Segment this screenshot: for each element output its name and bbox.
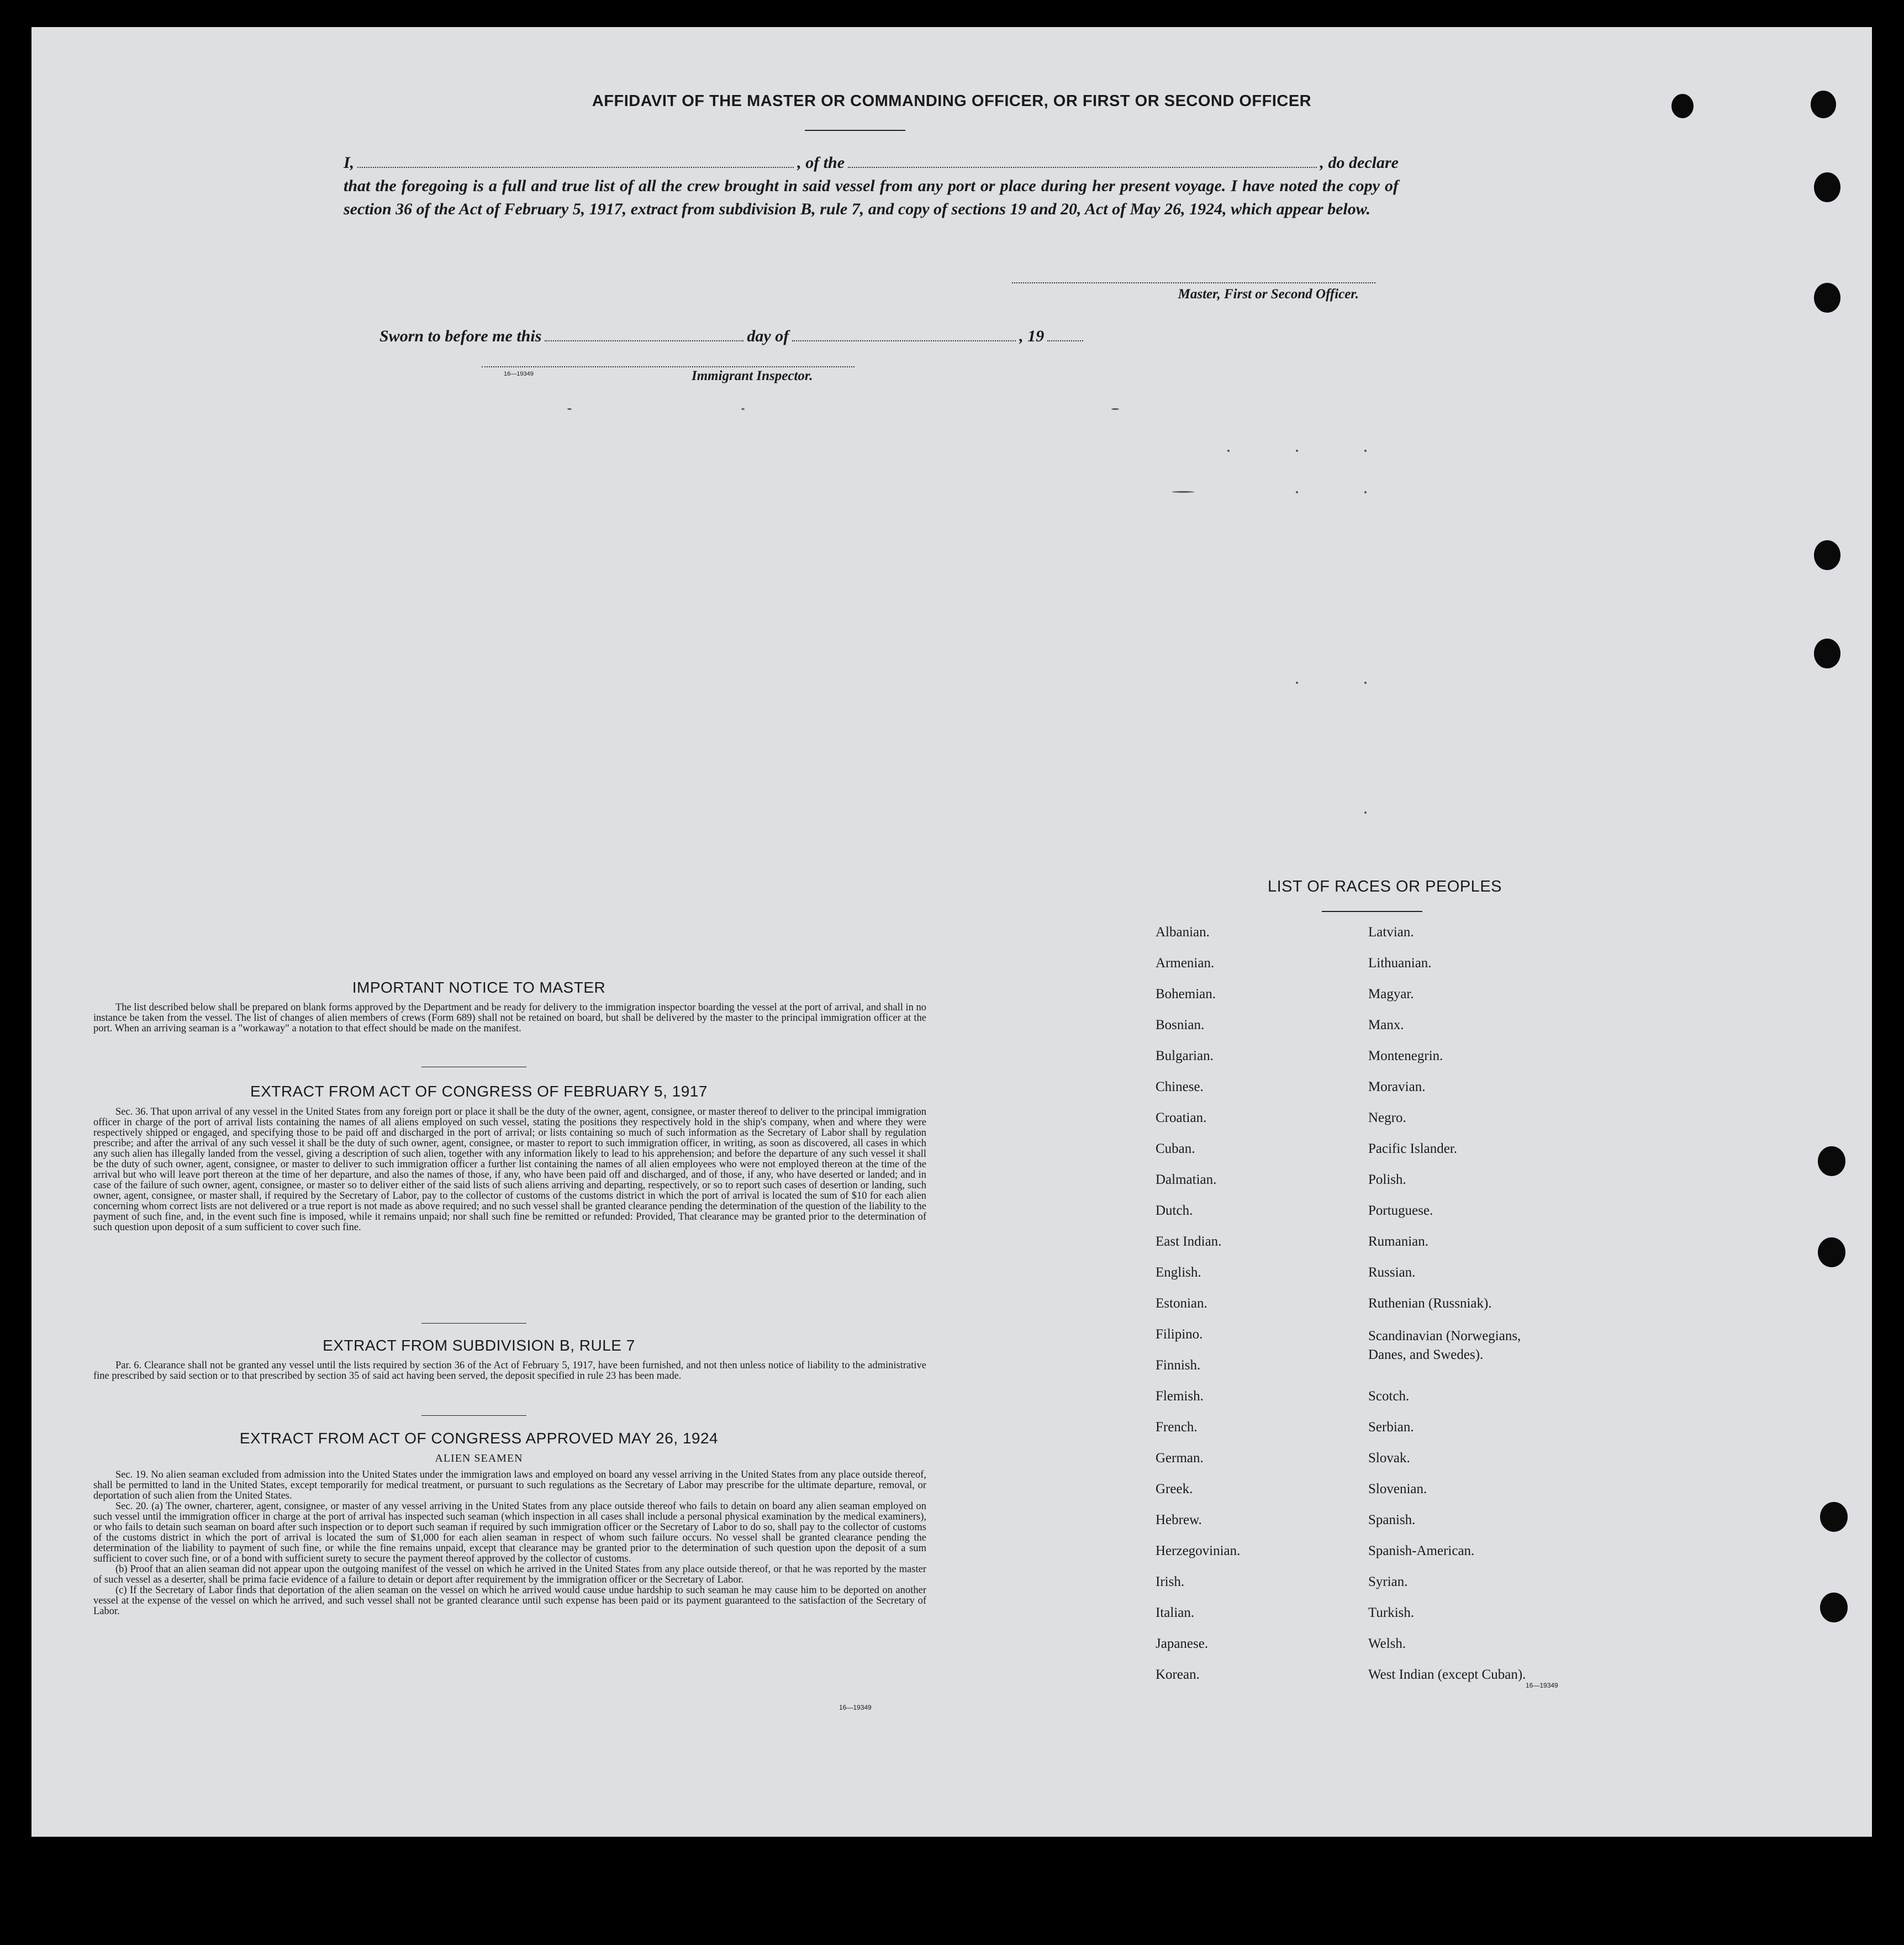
race-item: Korean. (1156, 1667, 1200, 1682)
race-item: English. (1156, 1265, 1201, 1280)
race-item: Russian. (1368, 1265, 1416, 1280)
race-item: Portuguese. (1368, 1203, 1433, 1218)
master-signature-line[interactable] (1012, 282, 1375, 283)
of-the-label: , of the (797, 154, 845, 172)
race-item: Spanish-American. (1368, 1543, 1475, 1558)
i-label: I, (344, 154, 355, 172)
extract-1924-text (93, 1470, 926, 1617)
extract-1917-text (93, 1107, 926, 1233)
race-item: Slovenian. (1368, 1482, 1427, 1496)
form-code-top: 16—19349 (504, 371, 534, 377)
races-form-code: 16—19349 (1526, 1682, 1558, 1689)
punch-hole (1820, 1502, 1848, 1532)
scan-speck (1296, 450, 1298, 452)
vessel-blank[interactable] (848, 167, 1317, 168)
inspector-caption: Immigrant Inspector. (692, 368, 813, 383)
race-item: Bulgarian. (1156, 1048, 1214, 1063)
extract-form-code: 16—19349 (839, 1704, 872, 1711)
extract-rule7-title: EXTRACT FROM SUBDIVISION B, RULE 7 (323, 1337, 635, 1354)
race-item: Japanese. (1156, 1636, 1209, 1651)
race-item: Cuban. (1156, 1141, 1195, 1156)
race-item: Montenegrin. (1368, 1048, 1443, 1063)
day-of-label: day of (747, 327, 789, 345)
race-item: Scotch. (1368, 1389, 1410, 1404)
alien-seamen-subtitle: ALIEN SEAMEN (435, 1452, 523, 1464)
punch-hole (1814, 172, 1840, 202)
punch-hole (1671, 94, 1694, 118)
extract-1917-rule (421, 1323, 526, 1324)
race-item: Pacific Islander. (1368, 1141, 1458, 1156)
race-item: Filipino. (1156, 1327, 1203, 1342)
races-title-rule (1322, 911, 1422, 912)
race-item: Albanian. (1156, 925, 1210, 940)
notice-text (93, 1003, 926, 1034)
extract-rule7-rule (421, 1415, 526, 1416)
sworn-month-blank[interactable] (792, 340, 1016, 341)
race-item: Latvian. (1368, 925, 1414, 940)
race-item: Chinese. (1156, 1079, 1204, 1094)
scan-speck (1172, 491, 1194, 493)
race-item: West Indian (except Cuban). (1368, 1667, 1526, 1682)
do-declare-label: , do declare (1320, 154, 1399, 172)
master-signature-caption: Master, First or Second Officer. (1178, 287, 1359, 302)
sec20a-paragraph: Sec. 20. (a) The owner, charterer, agent, consignee, or master of any vessel arriving in the United States from any place outside thereof who fails to detain on board any alien seaman employed on such vessel until the immigration officer in charge at the port of arrival has inspected such seaman (which inspection in all cases shall include a personal physical examination by the medical examiners), or who fails to detain such seaman on board after such inspection or to deport such seaman if required by such immigration officer or the Secretary of Labor to do so, shall pay to the collector of customs of the customs district in which the port of arrival is located the sum of $1,000 for each alien seaman in respect of whom such failure occurs. No vessel shall be granted clearance pending the determination of the liability to payment of such fine, or while the fine remains unpaid, except that clearance may be granted prior to the determination of such question upon the deposit of a sum sufficient to cover such fine, or of a bond with sufficient surety to secure the payment thereof approved by the collector of customs. (93, 1501, 926, 1564)
punch-hole (1820, 1593, 1848, 1622)
punch-hole (1814, 540, 1840, 570)
race-item: Polish. (1368, 1172, 1406, 1187)
race-item: Rumanian. (1368, 1234, 1429, 1249)
punch-hole (1814, 283, 1840, 313)
title-rule (805, 130, 905, 131)
race-item: Welsh. (1368, 1636, 1406, 1651)
scan-speck (1364, 491, 1367, 493)
scan-speck (1296, 682, 1298, 684)
punch-hole (1818, 1237, 1845, 1267)
punch-hole (1814, 639, 1840, 668)
document-page (31, 27, 1872, 1837)
race-item: Dutch. (1156, 1203, 1193, 1218)
extract-1924-title: EXTRACT FROM ACT OF CONGRESS APPROVED MAY 26, 1924 (239, 1430, 719, 1447)
sec20c-paragraph: (c) If the Secretary of Labor finds that deportation of the alien seaman on the vessel on which he arrived would cause undue hardship to such seaman he may cause him to be deported on another vessel at the expense of the vessel on which he arrived, and such vessel shall not be granted clearance until such expense has been paid or its payment guaranteed to the satisfaction of the Secretary of Labor. (93, 1585, 926, 1617)
scan-speck (1111, 408, 1119, 410)
race-item: Finnish. (1156, 1358, 1201, 1373)
scan-speck (1364, 682, 1367, 684)
scan-speck (1227, 450, 1230, 452)
race-item: Ruthenian (Russniak). (1368, 1296, 1492, 1311)
punch-hole (1811, 91, 1836, 118)
races-right-column (1368, 925, 1600, 1715)
race-item: Armenian. (1156, 956, 1215, 971)
race-item: Bohemian. (1156, 987, 1216, 1002)
race-item: Magyar. (1368, 987, 1414, 1002)
notice-title: IMPORTANT NOTICE TO MASTER (352, 979, 606, 996)
race-item: French. (1156, 1420, 1198, 1435)
race-item: Greek. (1156, 1482, 1193, 1496)
race-item: Manx. (1368, 1018, 1404, 1032)
extract-1917-title: EXTRACT FROM ACT OF CONGRESS OF FEBRUARY 5, 1917 (250, 1083, 708, 1100)
name-blank[interactable] (357, 167, 794, 168)
sworn-year-blank[interactable] (1047, 340, 1083, 341)
notice-paragraph: The list described below shall be prepared on blank forms approved by the Department and be ready for delivery to the immigration inspector boarding the vessel at the port of arrival, and shall in no instance be taken from the vessel. The list of changes of alien members of crews (Form 689) shall not be retained on board, but shall be delivered by the master to the principal immigration officer at the port. When an arriving seaman is a "workaway" a notation to that effect should be made on the manifest. (93, 1002, 926, 1034)
race-item: Spanish. (1368, 1512, 1416, 1527)
race-item: East Indian. (1156, 1234, 1222, 1249)
race-item: Serbian. (1368, 1420, 1414, 1435)
race-item: Scandinavian (Norwegians, Danes, and Swedes). (1368, 1329, 1521, 1362)
sec20b-paragraph: (b) Proof that an alien seaman did not appear upon the outgoing manifest of the vessel on which he arrived in the United States from any place outside thereof, or that he was reported by the master of such vessel as a deserter, shall be prima facie evidence of a failure to detain or deport after requirement by the immigration officer or the Secretary of Labor. (93, 1564, 926, 1585)
race-item: Lithuanian. (1368, 956, 1432, 971)
race-item: Syrian. (1368, 1574, 1408, 1589)
race-item: Irish. (1156, 1574, 1185, 1589)
inspector-signature-line[interactable] (482, 366, 855, 367)
sworn-label: Sworn to before me this (379, 327, 542, 345)
race-item: Hebrew. (1156, 1512, 1202, 1527)
extract-rule7-text (93, 1361, 926, 1382)
race-item: Turkish. (1368, 1605, 1415, 1620)
affidavit-declaration (344, 151, 1399, 221)
race-item: Croatian. (1156, 1110, 1207, 1125)
extract-rule7-paragraph: Par. 6. Clearance shall not be granted any vessel until the lists required by section 36 of the Act of February 5, 1917, have been furnished, and not then unless notice of liability to the administrative fine prescribed by said section or to that prescribed by section 35 of said act having been served, the deposit specified in rule 23 has been made. (93, 1360, 926, 1382)
scan-speck (567, 408, 572, 410)
sworn-line (379, 327, 1164, 346)
race-item: Dalmatian. (1156, 1172, 1217, 1187)
races-left-column (1156, 925, 1365, 1715)
year-label: , 19 (1019, 327, 1045, 345)
scan-speck (1296, 491, 1298, 493)
scan-speck (1364, 811, 1367, 814)
extract-1917-paragraph: Sec. 36. That upon arrival of any vessel in the United States from any foreign port or place it shall be the duty of the owner, agent, consignee, or master thereof to deliver to the principal immigration officer in charge of the port of arrival lists containing the names of all aliens employed on such vessel, stating the positions they respectively hold in the ship's company, when and where they were respectively shipped or engaged, and specifying those to be paid off and discharged in the port of arrival; or lists containing so much of such information as the Secretary of Labor shall by regulation prescribe; and after the arrival of any such vessel it shall be the duty of such owner, agent, consignee, or master to report to such immigration officer, in writing, as soon as discovered, all cases in which any such alien has illegally landed from the vessel, giving a description of such alien, together with any information likely to lead to his apprehension; and before the departure of any such vessel it shall be the duty of such owner, agent, consignee, or master to deliver to such immigration officer a further list containing the names of all alien employees who were not employed thereon at the time of the arrival but who will leave port thereon at the time of her departure, and also the names of those, if any, who have been paid off and discharged, and of those, if any, who have deserted or landed; and in case of the failure of such owner, agent, consignee, or master so to deliver either of the said lists of such aliens arriving and departing, respectively, or so to report such cases of desertion or landing, such owner, agent, consignee, or master shall, if required by the Secretary of Labor, pay to the collector of customs of the customs district in which the port of arrival is located the sum of $10 for each alien concerning whom correct lists are not delivered or a true report is not made as above required; and no such vessel shall be granted clearance pending the determination of the question of the liability to the payment of such fine, and, in the event such fine is imposed, while it remains unpaid; nor shall such fine be remitted or refunded: Provided, That clearance may be granted prior to the determination of such question upon deposit of a sum sufficient to cover such fine. (93, 1106, 926, 1233)
race-item: Flemish. (1156, 1389, 1204, 1404)
punch-hole (1818, 1146, 1845, 1176)
scan-speck (1364, 450, 1367, 452)
race-item: Bosnian. (1156, 1018, 1205, 1032)
race-item: Moravian. (1368, 1079, 1426, 1094)
race-item: Slovak. (1368, 1451, 1410, 1466)
race-item: Negro. (1368, 1110, 1406, 1125)
race-item: German. (1156, 1451, 1204, 1466)
sworn-day-blank[interactable] (545, 340, 743, 341)
declaration-text: that the foregoing is a full and true list of all the crew brought in said vessel from any port or place during her present voyage. I have noted the copy of section 36 of the Act of February 5, 1917, extract from subdivision B, rule 7, and copy of sections 19 and 20, Act of May 26, 1924, which appear below. (344, 177, 1399, 218)
race-item: Italian. (1156, 1605, 1195, 1620)
declaration-first-line (344, 151, 1399, 175)
affidavit-title: AFFIDAVIT OF THE MASTER OR COMMANDING OFFICER, OR FIRST OR SECOND OFFICER (592, 92, 1312, 110)
sec19-paragraph: Sec. 19. No alien seaman excluded from admission into the United States under the immigration laws and employed on board any vessel arriving in the United States from any place outside thereof, shall be permitted to land in the United States, except temporarily for medical treatment, or pursuant to such regulations as the Secretary of Labor may prescribe for the ultimate departure, removal, or deportation of such alien from the United States. (93, 1469, 926, 1501)
race-item: Herzegovinian. (1156, 1543, 1241, 1558)
scan-speck (741, 408, 745, 410)
races-title: LIST OF RACES OR PEOPLES (1267, 878, 1502, 895)
race-item: Estonian. (1156, 1296, 1207, 1311)
